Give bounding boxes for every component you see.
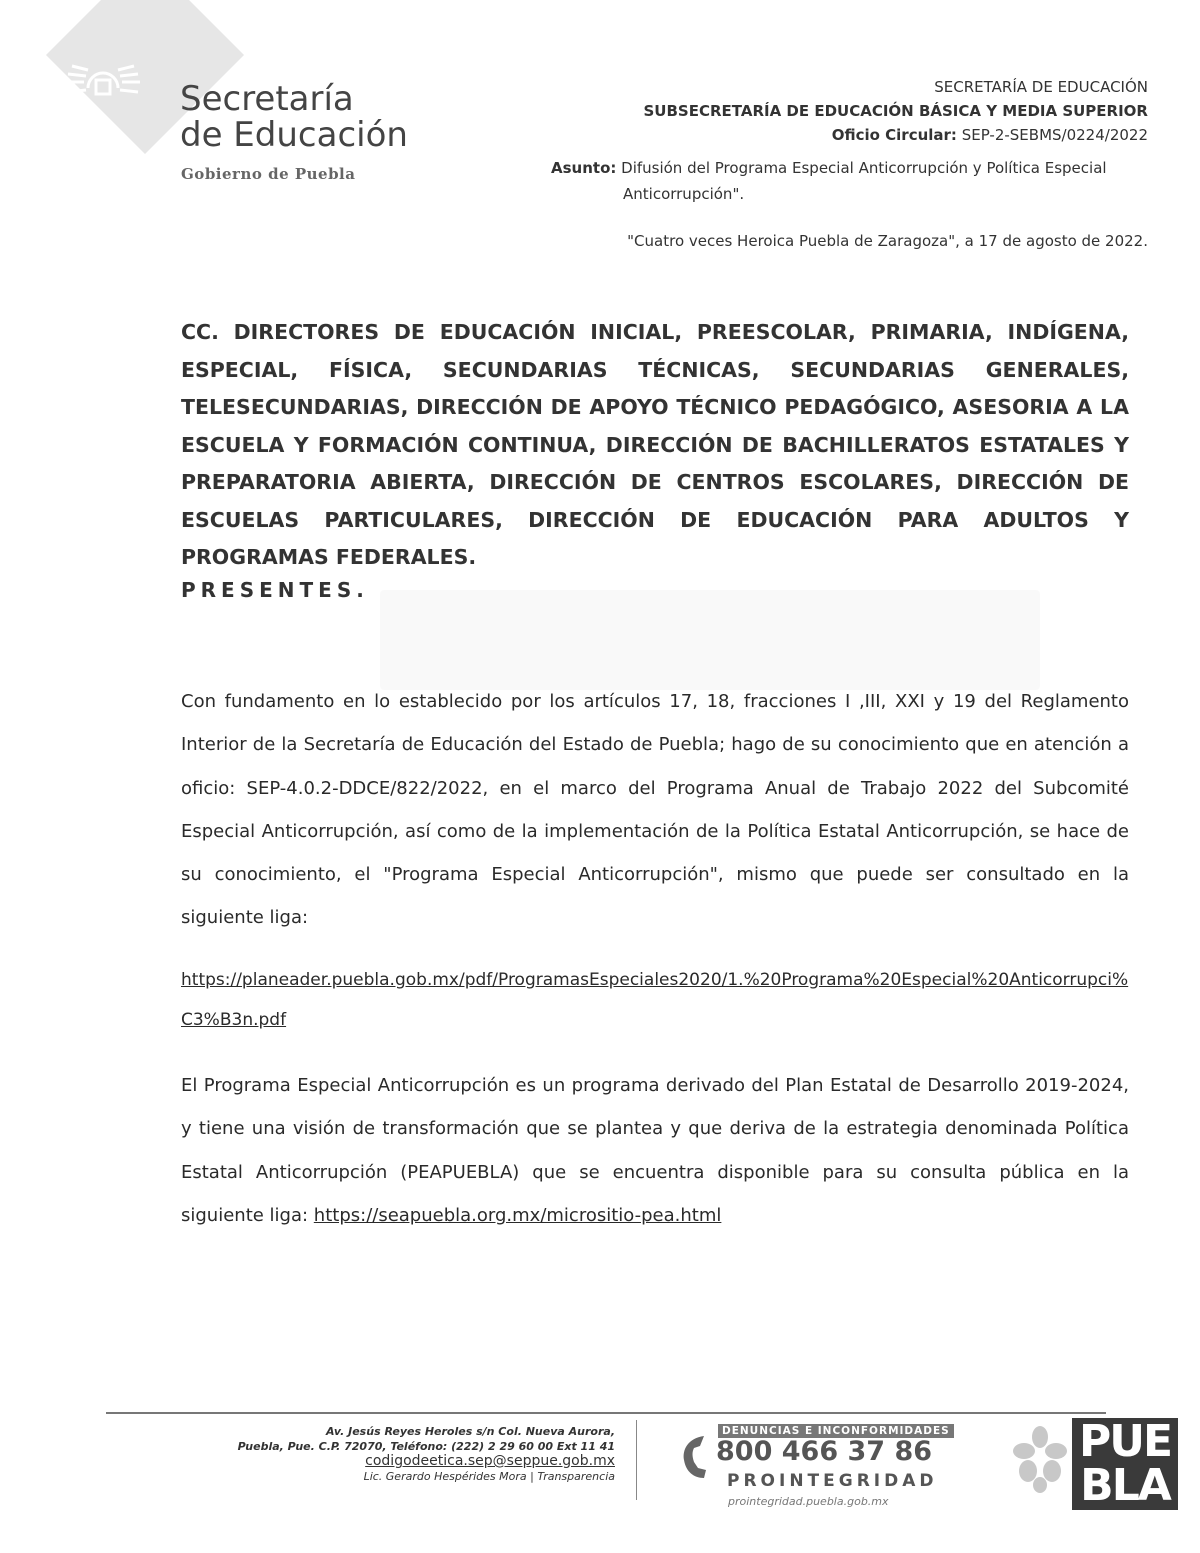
brand-name-line2: de Educación xyxy=(180,115,408,155)
program-link[interactable]: https://planeader.puebla.gob.mx/pdf/ProgramasEspeciales2020/1.%20Programa%20Especial%20Anticorrupci%C3%B3n.pdf xyxy=(181,970,1129,1030)
asunto-line2: Anticorrupción". xyxy=(623,185,745,203)
puebla-logo-line2: BLA xyxy=(1080,1460,1170,1511)
prointegridad-label: PROINTEGRIDAD xyxy=(727,1471,938,1491)
address-line2: Puebla, Pue. C.P. 72070, Teléfono: (222) 2 29 60 00 Ext 11 41 xyxy=(237,1440,615,1453)
sep-emblem-icon xyxy=(58,52,148,112)
brand-name-line1: Secretaría xyxy=(180,79,354,119)
puebla-logo-line1: PUE xyxy=(1078,1416,1172,1467)
header-subsecretaria: SUBSECRETARÍA DE EDUCACIÓN BÁSICA Y MEDIA SUPERIOR xyxy=(643,102,1148,120)
presentes-heading: PRESENTES. xyxy=(181,578,369,602)
header-oficio xyxy=(508,123,1148,147)
footer-separator xyxy=(636,1420,637,1500)
puebla-logo xyxy=(1072,1418,1178,1510)
prointegridad-url: prointegridad.puebla.gob.mx xyxy=(728,1495,889,1508)
body-paragraph-2 xyxy=(181,1064,1129,1237)
denuncias-badge: DENUNCIAS E INCONFORMIDADES xyxy=(718,1424,954,1438)
pea-link[interactable]: https://seapuebla.org.mx/micrositio-pea.html xyxy=(313,1204,722,1226)
puebla-flower-icon xyxy=(1010,1425,1070,1495)
brand-subtitle: Gobierno de Puebla xyxy=(181,165,356,183)
header-secretaria: SECRETARÍA DE EDUCACIÓN xyxy=(934,78,1148,96)
paragraph-2-text: El Programa Especial Anticorrupción es un programa derivado del Plan Estatal de Desarrollo 2019-2024, y tiene una visión de transformación que se plantea y que deriva de la estrategia denominada Política Estatal Anticorrupción (PEAPUEBLA) que se encuentra disponible para su consulta pública en la siguiente liga: xyxy=(181,1075,1129,1226)
faint-watermark xyxy=(380,590,1040,690)
footer-divider xyxy=(106,1412,1106,1414)
date-line: "Cuatro veces Heroica Puebla de Zaragoza", a 17 de agosto de 2022. xyxy=(627,232,1148,250)
footer-responsable: Lic. Gerardo Hespérides Mora | Transparencia xyxy=(363,1470,615,1483)
prointegridad-phone: 800 466 37 86 xyxy=(716,1436,933,1467)
footer-address xyxy=(180,1424,615,1484)
address-line1: Av. Jesús Reyes Heroles s/n Col. Nueva Aurora, xyxy=(325,1425,615,1438)
body-paragraph-1: Con fundamento en lo establecido por los artículos 17, 18, fracciones I ,III, XXI y 19 del Reglamento Interior de la Secretaría de Educación del Estado de Puebla; hago de su conocimiento que en atención a oficio: SEP-4.0.2-DDCE/822/2022, en el marco del Programa Anual de Trabajo 2022 del Subcomité Especial Anticorrupción, así como de la implementación de la Política Estatal Anticorrupción, se hace de su conocimiento, el "Programa Especial Anticorrupción", mismo que puede ser consultado en la siguiente liga: xyxy=(181,691,1129,929)
document-header xyxy=(508,75,1148,147)
asunto-label: Asunto: xyxy=(551,159,617,177)
recipients-block: CC. DIRECTORES DE EDUCACIÓN INICIAL, PREESCOLAR, PRIMARIA, INDÍGENA, ESPECIAL, FÍSICA, SECUNDARIAS TÉCNICAS, SECUNDARIAS GENERALES, TELESECUNDARIAS, DIRECCIÓN DE APOYO TÉCNICO PEDAGÓGICO, ASESORIA A LA ESCUELA Y FORMACIÓN CONTINUA, DIRECCIÓN DE BACHILLERATOS ESTATALES Y PREPARATORIA ABIERTA, DIRECCIÓN DE CENTROS ESCOLARES, DIRECCIÓN DE ESCUELAS PARTICULARES, DIRECCIÓN DE EDUCACIÓN PARA ADULTOS Y PROGRAMAS FEDERALES. xyxy=(181,320,1129,569)
asunto-line1: Difusión del Programa Especial Anticorrupción y Política Especial xyxy=(616,159,1107,177)
footer-email[interactable]: codigodeetica.sep@seppue.gob.mx xyxy=(365,1453,615,1469)
oficio-value: SEP-2-SEBMS/0224/2022 xyxy=(956,126,1148,144)
subject-block xyxy=(551,155,1151,207)
oficio-label: Oficio Circular: xyxy=(831,126,957,144)
phone-icon xyxy=(678,1432,712,1482)
